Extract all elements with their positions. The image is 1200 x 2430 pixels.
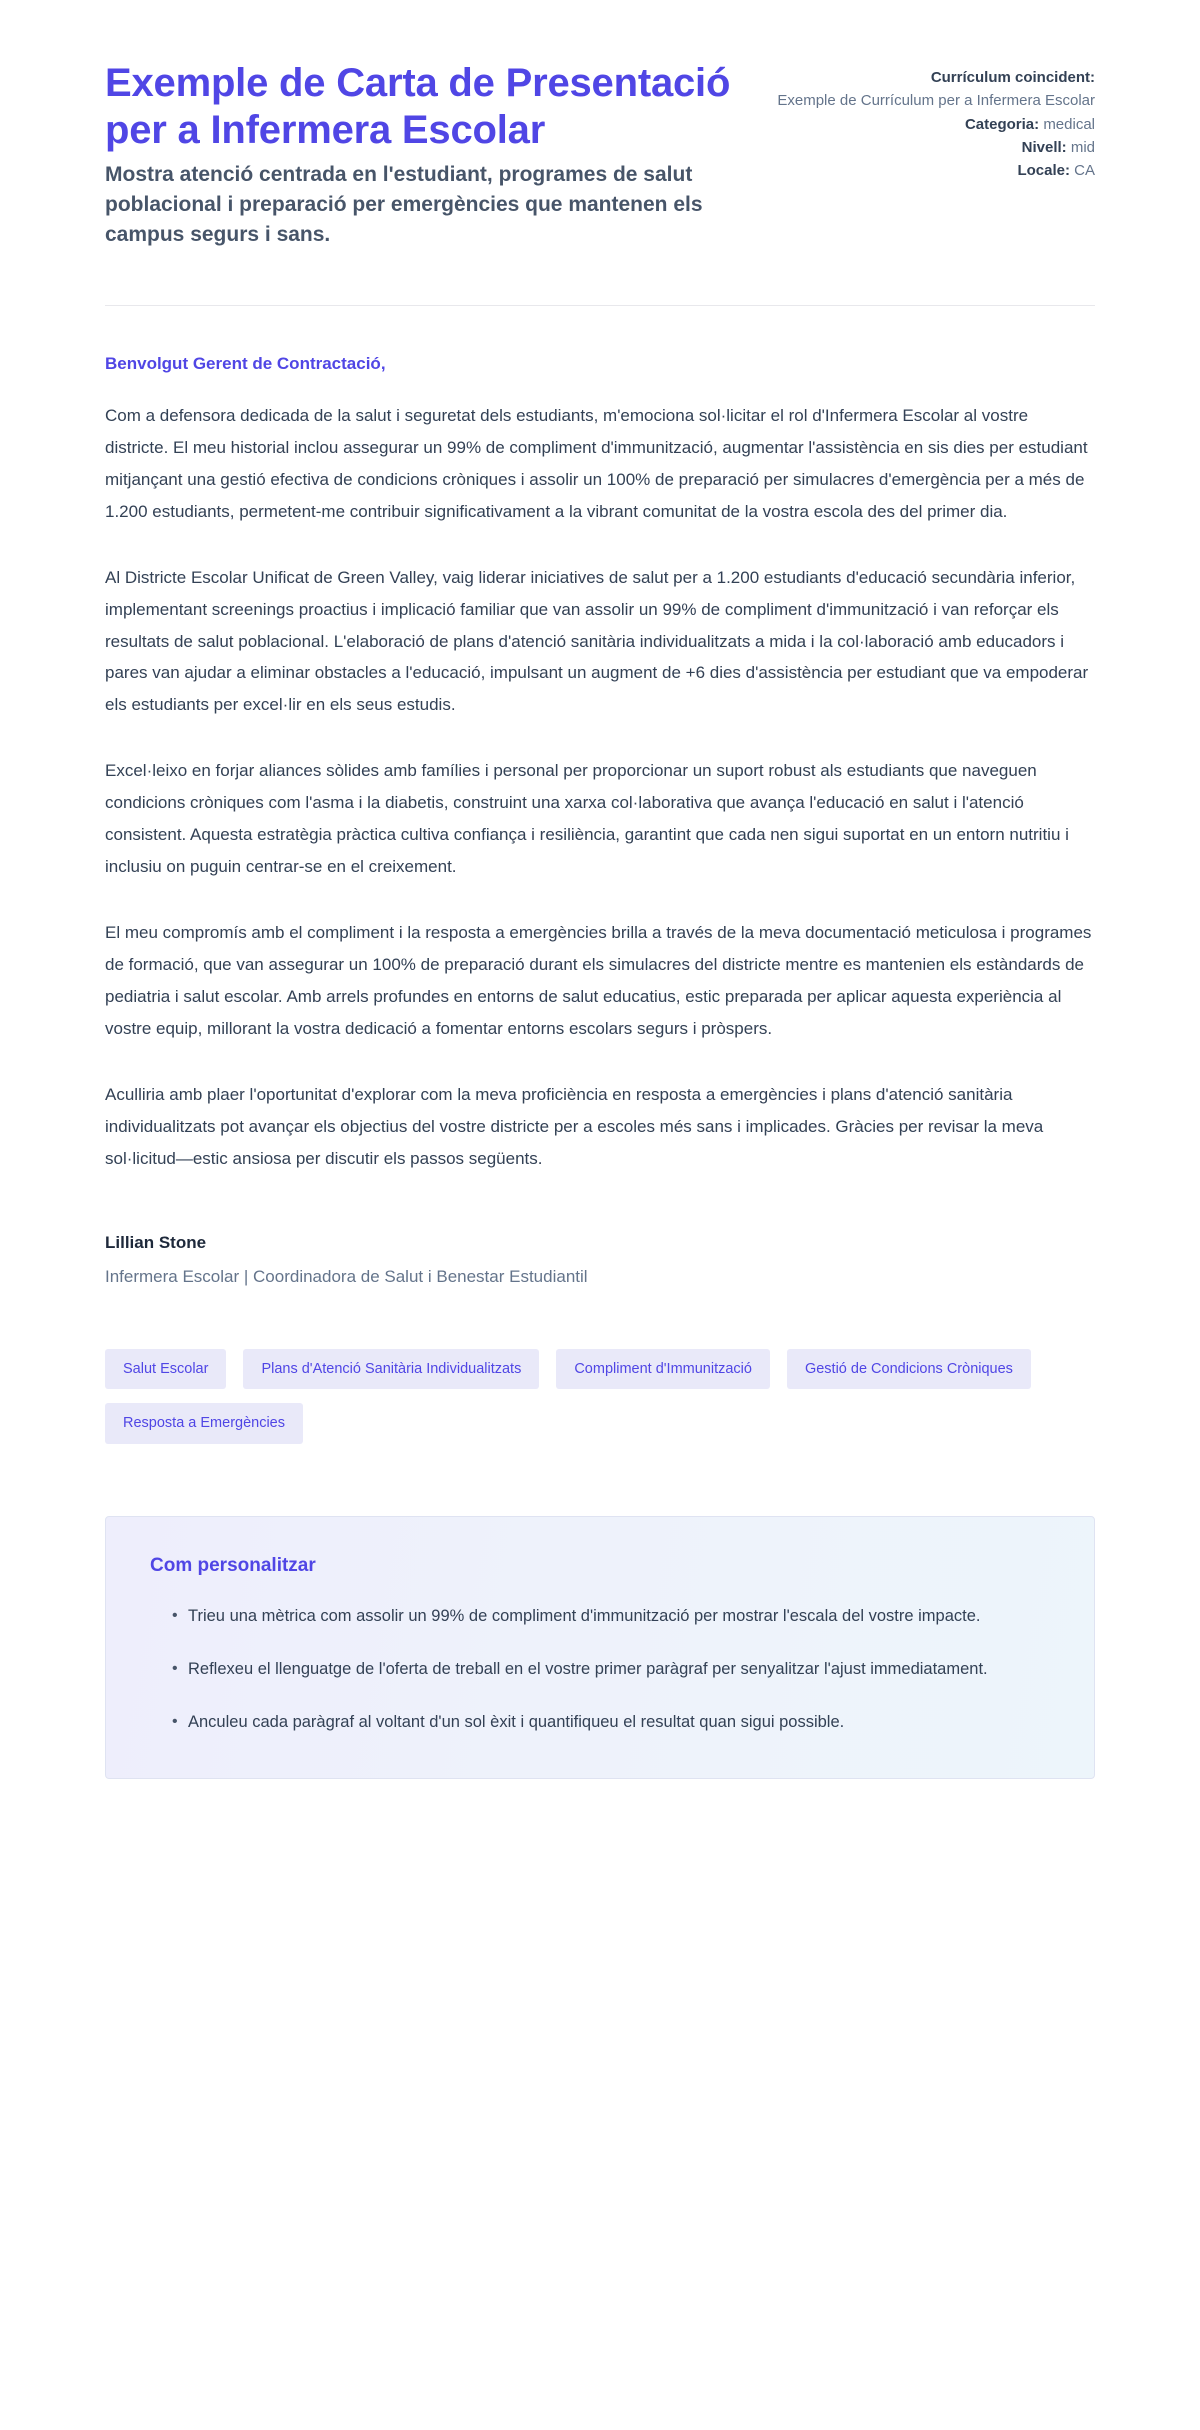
meta-locale-label: Locale: (1017, 162, 1070, 179)
letter-paragraph: El meu compromís amb el compliment i la resposta a emergències brilla a través de la meva documentació meticulosa i programes de formació, que van assegurar un 100% de preparació durant els simulacres del districte mentre es mantenien els estàndards de pediatria i salut escolar. Amb arrels profundes en entorns de salut educatius, estic preparada per aplicar aquesta experiència al vostre equip, millorant la vostra dedicació a fomentar entorns escolars segurs i pròspers. (105, 923, 1092, 1039)
page-title: Exemple de Carta de Presentació per a Infermera Escolar (105, 61, 731, 153)
keyword-tag[interactable]: Gestió de Condicions Cròniques (787, 1349, 1031, 1390)
callout-tip-list (150, 1601, 1050, 1738)
meta-category (777, 113, 1095, 136)
meta-level-value: mid (1070, 138, 1095, 156)
letter-salutation: Benvolgut Gerent de Contractació, (105, 353, 386, 373)
meta-matching-resume (777, 66, 1095, 113)
meta-category-value: medical (1043, 115, 1095, 133)
signature-role: Infermera Escolar | Coordinadora de Salut i Benestar Estudiantil (105, 1266, 588, 1286)
how-to-customize-callout (105, 1516, 1095, 1779)
meta-locale (777, 159, 1095, 182)
signature-name: Lillian Stone (105, 1232, 207, 1252)
meta-category-label: Categoria: (964, 115, 1040, 133)
callout-title: Com personalitzar (150, 1554, 316, 1576)
callout-tip-item: • Anculeu cada paràgraf al voltant d'un sol èxit i quantifiqueu el resultat quan sigui possible. (172, 1707, 1050, 1738)
letter-paragraph: Com a defensora dedicada de la salut i seguretat dels estudiants, m'emociona sol·licitar el rol d'Infermera Escolar al vostre districte. El meu historial inclou assegurar un 99% de compliment d'immunització, augmentar l'assistència en sis dies per estudiant mitjançant una gestió efectiva de condicions cròniques i assolir un 100% de preparació per simulacres d'emergència per a més de 1.200 estudiants, permetent-me contribuir significativament a la vibrant comunitat de la vostra escola des del primer dia. (105, 405, 1088, 521)
letter-body (105, 306, 1095, 1287)
meta-matching-resume-label: Currículum coincident: (930, 69, 1095, 86)
callout-tip-item: • Trieu una mètrica com assolir un 99% de compliment d'immunització per mostrar l'escala del vostre impacte. (172, 1601, 1050, 1632)
letter-signature (105, 1233, 1095, 1287)
callout-tip-item: • Reflexeu el llenguatge de l'oferta de treball en el vostre primer paràgraf per senyalitzar l'ajust immediatament. (172, 1654, 1050, 1685)
meta-locale-value: CA (1074, 162, 1095, 179)
document-metadata (777, 60, 1095, 182)
meta-level-label: Nivell: (1021, 138, 1067, 156)
keyword-tag-list (105, 1349, 1095, 1444)
keyword-tag[interactable]: Compliment d'Immunització (556, 1349, 770, 1390)
keyword-tag[interactable]: Salut Escolar (105, 1349, 226, 1390)
header-title-block (105, 60, 737, 250)
letter-paragraph: Aculliria amb plaer l'oportunitat d'explorar com la meva proficiència en resposta a emergències i plans d'atenció sanitària individualitzats pot avançar els objectius del vostre districte per a escoles més sans i implicades. Gràcies per revisar la meva sol·licitud—estic ansiosa per discutir els passos següents. (105, 1085, 1044, 1168)
page-header (105, 60, 1095, 250)
page-subtitle: Mostra atenció centrada en l'estudiant, programes de salut poblacional i preparació per emergències que mantenen els campus segurs i sans. (105, 163, 703, 246)
letter-paragraph: Al Districte Escolar Unificat de Green Valley, vaig liderar iniciatives de salut per a 1.200 estudiants d'educació secundària inferior, implementant screenings proactius i implicació familiar que van assolir un 99% de compliment d'immunització i van reforçar els resultats de salut poblacional. L'elaboració de plans d'atenció sanitària individualitzats a mida i la col·laboració amb educadors i pares van ajudar a eliminar obstacles a l'educació, impulsant un augment de +6 dies d'assistència per estudiant que va empoderar els estudiants per excel·lir en els seus estudis. (105, 567, 1089, 715)
letter-paragraph: Excel·leixo en forjar aliances sòlides amb famílies i personal per proporcionar un suport robust als estudiants que naveguen condicions cròniques com l'asma i la diabetis, construint una xarxa col·laborativa que avança l'educació en salut i l'atenció consistent. Aquesta estratègia pràctica cultiva confiança i resiliència, garantint que cada nen sigui suportat en un entorn nutritiu i inclusiu on puguin centrar-se en el creixement. (105, 761, 1069, 877)
meta-level (777, 136, 1095, 159)
keyword-tag[interactable]: Resposta a Emergències (105, 1403, 303, 1444)
keyword-tag[interactable]: Plans d'Atenció Sanitària Individualitzats (243, 1349, 539, 1390)
meta-matching-resume-value: Exemple de Currículum per a Infermera Escolar (777, 92, 1095, 110)
